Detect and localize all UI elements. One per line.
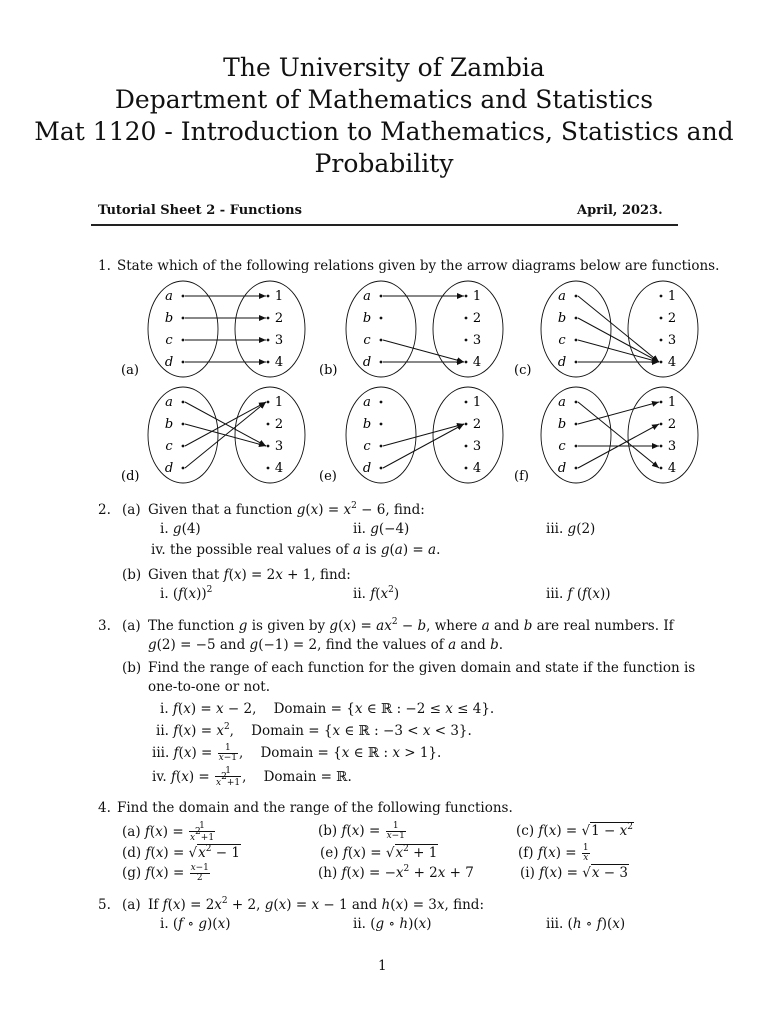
q4-g: (g) f(x) = $\frac{x-1}{2}$ xyxy=(122,863,209,883)
codomain-label: 1 xyxy=(274,289,284,304)
codomain-dot xyxy=(267,467,270,470)
domain-label: b xyxy=(362,417,372,432)
domain-label: b xyxy=(557,417,567,432)
codomain-dot xyxy=(660,467,663,470)
codomain-dot xyxy=(267,295,270,298)
q5a-label: (a) xyxy=(122,897,141,913)
domain-dot xyxy=(182,339,185,342)
codomain-label: 3 xyxy=(472,333,482,348)
codomain-dot xyxy=(267,339,270,342)
codomain-label: 4 xyxy=(274,461,284,476)
codomain-label: 2 xyxy=(274,311,284,326)
q4-h: (h) $f(x) = -x^2 + 2x + 7$ xyxy=(318,864,474,881)
q3b-iv: iv. f(x) = $\frac{1}{x^2+1}$ , Domain = ℝ. xyxy=(152,766,352,788)
domain-dot xyxy=(575,339,578,342)
codomain-label: 2 xyxy=(667,417,677,432)
q3b-ii: ii. $f(x) = x^2$, Domain = {x ∈ ℝ : −3 < x < 3}. xyxy=(156,722,472,739)
q2b-ii: ii. $f(x^2)$ xyxy=(353,585,400,602)
domain-label: c xyxy=(363,333,371,348)
codomain-label: 2 xyxy=(667,311,677,326)
diagram-label: (c) xyxy=(514,363,532,378)
codomain-label: 3 xyxy=(667,439,677,454)
q2a-iii: iii. g(2) xyxy=(546,521,596,537)
codomain-dot xyxy=(660,445,663,448)
codomain-ellipse xyxy=(235,281,305,377)
domain-label: c xyxy=(165,333,173,348)
domain-dot xyxy=(380,361,383,364)
domain-dot xyxy=(575,423,578,426)
domain-label: c xyxy=(165,439,173,454)
title-course: Mat 1120 - Introduction to Mathematics, Statistics and xyxy=(34,117,734,146)
domain-label: b xyxy=(362,311,372,326)
mapping-arrow xyxy=(383,340,464,362)
mapping-arrow xyxy=(383,424,464,446)
codomain-dot xyxy=(267,445,270,448)
domain-label: b xyxy=(164,311,174,326)
q3b-line2: one-to-one or not. xyxy=(148,679,271,695)
codomain-label: 3 xyxy=(274,439,284,454)
codomain-dot xyxy=(465,445,468,448)
mapping-arrow xyxy=(383,424,464,468)
q4-number: 4. xyxy=(98,800,111,816)
q4-c: (c) $f(x) = √1 - x^2$ xyxy=(516,822,633,839)
codomain-label: 1 xyxy=(274,395,284,410)
domain-label: c xyxy=(558,333,566,348)
domain-dot xyxy=(182,317,185,320)
domain-dot xyxy=(380,423,383,426)
codomain-dot xyxy=(267,401,270,404)
codomain-ellipse xyxy=(628,281,698,377)
diagram-label: (d) xyxy=(121,469,140,484)
domain-label: a xyxy=(363,395,371,410)
q2b-text: Given that f(x) = 2x + 1, find: xyxy=(148,567,351,583)
domain-dot xyxy=(575,361,578,364)
codomain-dot xyxy=(465,467,468,470)
domain-dot xyxy=(575,401,578,404)
codomain-label: 2 xyxy=(472,417,482,432)
q4-d: (d) $f(x) = √x^2 - 1$ xyxy=(122,844,240,861)
codomain-label: 1 xyxy=(667,289,677,304)
diagram-label: (e) xyxy=(319,469,337,484)
header-rule xyxy=(91,224,678,226)
mapping-arrow xyxy=(185,402,266,468)
domain-label: d xyxy=(557,355,567,370)
page-number: 1 xyxy=(378,958,387,974)
q2b-iii: iii. f (f(x)) xyxy=(546,586,611,602)
domain-label: a xyxy=(165,395,173,410)
codomain-label: 1 xyxy=(472,289,482,304)
q4-text: Find the domain and the range of the following functions. xyxy=(117,800,513,816)
sheet-date: April, 2023. xyxy=(577,203,663,218)
sheet-title: Tutorial Sheet 2 - Functions xyxy=(98,203,302,218)
codomain-dot xyxy=(465,295,468,298)
codomain-dot xyxy=(660,295,663,298)
codomain-label: 3 xyxy=(667,333,677,348)
q5a-i: i. (f ∘ g)(x) xyxy=(160,916,231,932)
codomain-label: 4 xyxy=(472,355,482,370)
q4-e: (e) $f(x) = √x^2 + 1$ xyxy=(320,844,438,861)
mapping-arrow xyxy=(578,402,659,468)
mapping-arrow xyxy=(578,402,659,424)
codomain-ellipse xyxy=(433,281,503,377)
codomain-dot xyxy=(660,361,663,364)
domain-label: d xyxy=(164,461,174,476)
codomain-label: 3 xyxy=(472,439,482,454)
codomain-dot xyxy=(465,339,468,342)
domain-label: a xyxy=(558,289,566,304)
q1-number: 1. xyxy=(98,258,111,274)
codomain-label: 2 xyxy=(274,417,284,432)
arrow-diagrams xyxy=(0,270,768,495)
codomain-label: 2 xyxy=(472,311,482,326)
mapping-arrow xyxy=(578,318,659,362)
codomain-dot xyxy=(465,423,468,426)
q2-number: 2. xyxy=(98,502,111,518)
q3b-line1: Find the range of each function for the given domain and state if the function is xyxy=(148,660,696,676)
q5-number: 5. xyxy=(98,897,111,913)
q3-number: 3. xyxy=(98,618,111,634)
codomain-dot xyxy=(267,423,270,426)
domain-dot xyxy=(380,401,383,404)
q3a-line2: g(2) = −5 and g(−1) = 2, find the values of a and b. xyxy=(148,637,504,653)
q4-b: (b) f(x) = $\frac{1}{x-1}$ xyxy=(318,821,405,841)
diagram-label: (b) xyxy=(319,363,338,378)
domain-dot xyxy=(182,423,185,426)
domain-label: d xyxy=(362,461,372,476)
q3a-line1: The function g is given by $g(x) = ax^2 - b$, where a and b are real numbers. If xyxy=(148,617,674,634)
codomain-dot xyxy=(660,423,663,426)
codomain-dot xyxy=(660,401,663,404)
domain-dot xyxy=(380,295,383,298)
domain-label: a xyxy=(363,289,371,304)
q3b-iii: iii. f(x) = $\frac{1}{x-1}$ , Domain = {x ∈ ℝ : x > 1}. xyxy=(152,743,442,763)
domain-dot xyxy=(380,445,383,448)
mapping-arrow xyxy=(578,340,659,362)
domain-label: c xyxy=(363,439,371,454)
codomain-dot xyxy=(465,361,468,364)
q2a-iv: iv. the possible real values of a is g(a) = a. xyxy=(151,542,441,558)
diagram-label: (f) xyxy=(514,469,529,484)
q2a-i: i. g(4) xyxy=(160,521,201,537)
codomain-dot xyxy=(465,401,468,404)
domain-dot xyxy=(182,467,185,470)
q2b-label: (b) xyxy=(122,567,142,583)
domain-dot xyxy=(380,467,383,470)
domain-dot xyxy=(182,445,185,448)
domain-dot xyxy=(575,445,578,448)
q3b-i: i. f(x) = x − 2, Domain = {x ∈ ℝ : −2 ≤ x ≤ 4}. xyxy=(160,701,495,717)
domain-dot xyxy=(182,295,185,298)
q5a-text: If $f(x) = 2x^2 + 2$, g(x) = x − 1 and h(x) = 3x, find: xyxy=(148,896,484,913)
domain-label: d xyxy=(164,355,174,370)
codomain-label: 4 xyxy=(274,355,284,370)
q5a-iii: iii. (h ∘ f)(x) xyxy=(546,916,626,932)
domain-dot xyxy=(380,317,383,320)
q2b-i: i. $(f(x))^2$ xyxy=(160,585,213,602)
codomain-label: 4 xyxy=(667,355,677,370)
q4-a: (a) f(x) = $\frac{1}{x^2+1}$ xyxy=(122,821,215,843)
domain-label: a xyxy=(558,395,566,410)
domain-dot xyxy=(380,339,383,342)
diagram-label: (a) xyxy=(121,363,139,378)
domain-dot xyxy=(182,361,185,364)
codomain-dot xyxy=(267,361,270,364)
domain-dot xyxy=(575,467,578,470)
title-department: Department of Mathematics and Statistics xyxy=(114,85,654,114)
q3a-label: (a) xyxy=(122,618,141,634)
q2a-label: (a) xyxy=(122,502,141,518)
q1-text: State which of the following relations given by the arrow diagrams below are functions. xyxy=(117,258,720,274)
codomain-label: 1 xyxy=(472,395,482,410)
q3b-label: (b) xyxy=(122,660,142,676)
mapping-arrow xyxy=(578,296,659,362)
codomain-dot xyxy=(465,317,468,320)
q4-f: (f) f(x) = $\frac{1}{x}$ xyxy=(518,843,589,863)
domain-label: c xyxy=(558,439,566,454)
codomain-label: 1 xyxy=(667,395,677,410)
q4-i: (i) f(x) = √x − 3 xyxy=(520,865,628,881)
title-course-cont: Probability xyxy=(314,149,454,178)
q5a-ii: ii. (g ∘ h)(x) xyxy=(353,916,432,932)
title-university: The University of Zambia xyxy=(223,53,545,82)
domain-label: d xyxy=(362,355,372,370)
domain-dot xyxy=(575,295,578,298)
q2a-text: Given that a function $g(x) = x^2 - 6$, find: xyxy=(148,501,425,518)
domain-label: b xyxy=(164,417,174,432)
codomain-label: 4 xyxy=(472,461,482,476)
domain-dot xyxy=(575,317,578,320)
codomain-dot xyxy=(267,317,270,320)
domain-dot xyxy=(182,401,185,404)
codomain-label: 3 xyxy=(274,333,284,348)
domain-label: a xyxy=(165,289,173,304)
q2a-ii: ii. g(−4) xyxy=(353,521,410,537)
domain-label: d xyxy=(557,461,567,476)
codomain-dot xyxy=(660,339,663,342)
codomain-dot xyxy=(660,317,663,320)
domain-label: b xyxy=(557,311,567,326)
codomain-label: 4 xyxy=(667,461,677,476)
